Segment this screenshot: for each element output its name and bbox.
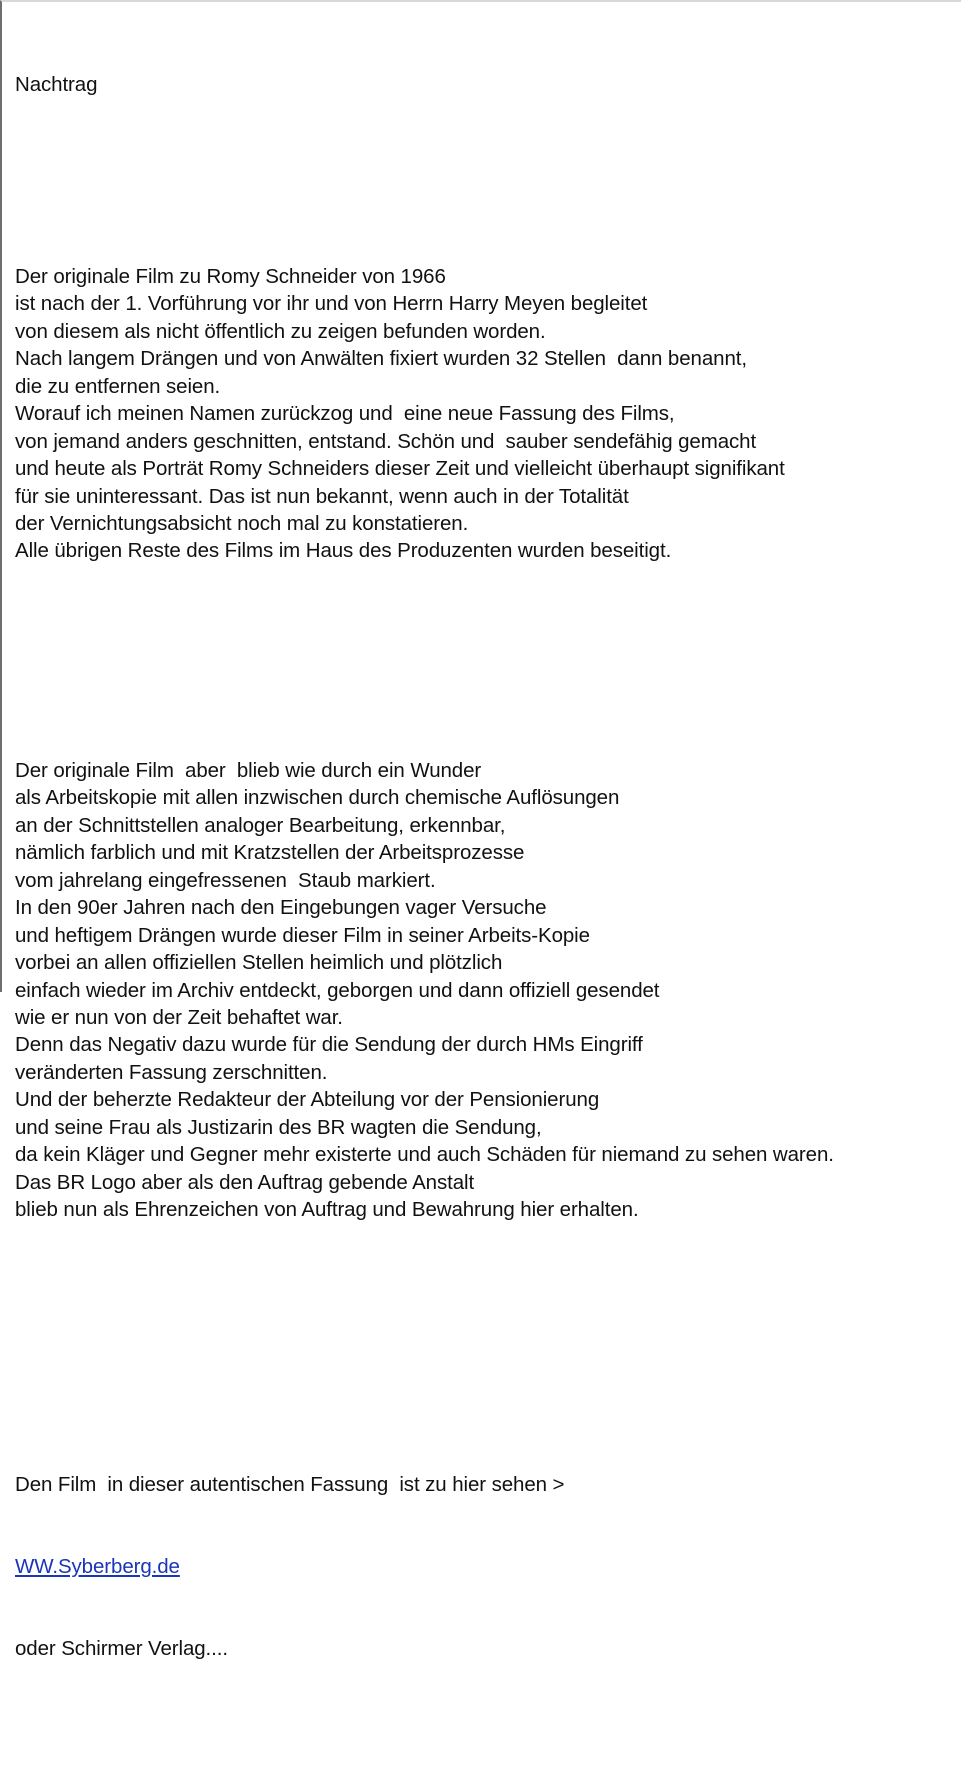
blank-line	[15, 153, 961, 180]
document-body	[15, 16, 961, 1772]
blank-line	[15, 1306, 961, 1333]
text-line: Alle übrigen Reste des Films im Haus des Produzenten wurden beseitigt.	[15, 539, 672, 563]
text-line: vom jahrelang eingefressenen Staub markiert.	[15, 868, 436, 892]
blank-line	[15, 647, 961, 674]
closing-intro: Den Film in dieser autentischen Fassung ist zu hier sehen >	[15, 1472, 565, 1496]
paragraph-2	[15, 757, 961, 1223]
text-line: Nach langem Drängen und von Anwälten fixiert wurden 32 Stellen dann benannt,	[15, 347, 747, 371]
text-line: Das BR Logo aber als den Auftrag gebende Anstalt	[15, 1170, 475, 1194]
text-line: an der Schnittstellen analoger Bearbeitung, erkennbar,	[15, 813, 506, 837]
text-line: Der originale Film zu Romy Schneider von 1966	[15, 265, 446, 289]
text-line: von diesem als nicht öffentlich zu zeigen befunden worden.	[15, 319, 546, 343]
text-line: von jemand anders geschnitten, entstand. Schön und sauber sendefähig gemacht	[15, 429, 757, 453]
text-line: vorbei an allen offiziellen Stellen heimlich und plötzlich	[15, 951, 503, 975]
text-line: als Arbeitskopie mit allen inzwischen durch chemische Auflösungen	[15, 786, 620, 810]
text-line: veränderten Fassung zerschnitten.	[15, 1060, 328, 1084]
text-line: da kein Kläger und Gegner mehr existerte und auch Schäden für niemand zu sehen waren.	[15, 1143, 834, 1167]
document-title: Nachtrag	[15, 72, 98, 96]
text-line: blieb nun als Ehrenzeichen von Auftrag und Bewahrung hier erhalten.	[15, 1198, 639, 1222]
text-line: Und der beherzte Redakteur der Abteilung vor der Pensionierung	[15, 1088, 600, 1112]
closing-outro: oder Schirmer Verlag....	[15, 1637, 228, 1661]
text-line: der Vernichtungsabsicht noch mal zu konstatieren.	[15, 511, 469, 535]
text-line: In den 90er Jahren nach den Eingebungen vager Versuche	[15, 896, 547, 920]
text-line: Denn das Negativ dazu wurde für die Sendung der durch HMs Eingriff	[15, 1033, 643, 1057]
text-line: Der originale Film aber blieb wie durch ein Wunder	[15, 759, 482, 783]
text-line: und heute als Porträt Romy Schneiders dieser Zeit und vielleicht überhaupt signifikant	[15, 457, 785, 481]
text-line: und seine Frau als Justizarin des BR wagten die Sendung,	[15, 1115, 542, 1139]
closing-paragraph	[15, 1416, 961, 1718]
text-line: einfach wieder im Archiv entdeckt, geborgen und dann offiziell gesendet	[15, 978, 660, 1002]
text-line: die zu entfernen seien.	[15, 374, 221, 398]
text-line: ist nach der 1. Vorführung vor ihr und von Herrn Harry Meyen begleitet	[15, 292, 648, 316]
text-line: nämlich farblich und mit Kratzstellen der Arbeitsprozesse	[15, 841, 525, 865]
paragraph-1	[15, 263, 961, 565]
text-line: und heftigem Drängen wurde dieser Film in seiner Arbeits-Kopie	[15, 923, 590, 947]
text-line: wie er nun von der Zeit behaftet war.	[15, 1005, 343, 1029]
text-line: für sie uninteressant. Das ist nun bekannt, wenn auch in der Totalität	[15, 484, 629, 508]
syberberg-link[interactable]: WW.Syberberg.de	[15, 1554, 180, 1578]
text-line: Worauf ich meinen Namen zurückzog und eine neue Fassung des Films,	[15, 402, 675, 426]
